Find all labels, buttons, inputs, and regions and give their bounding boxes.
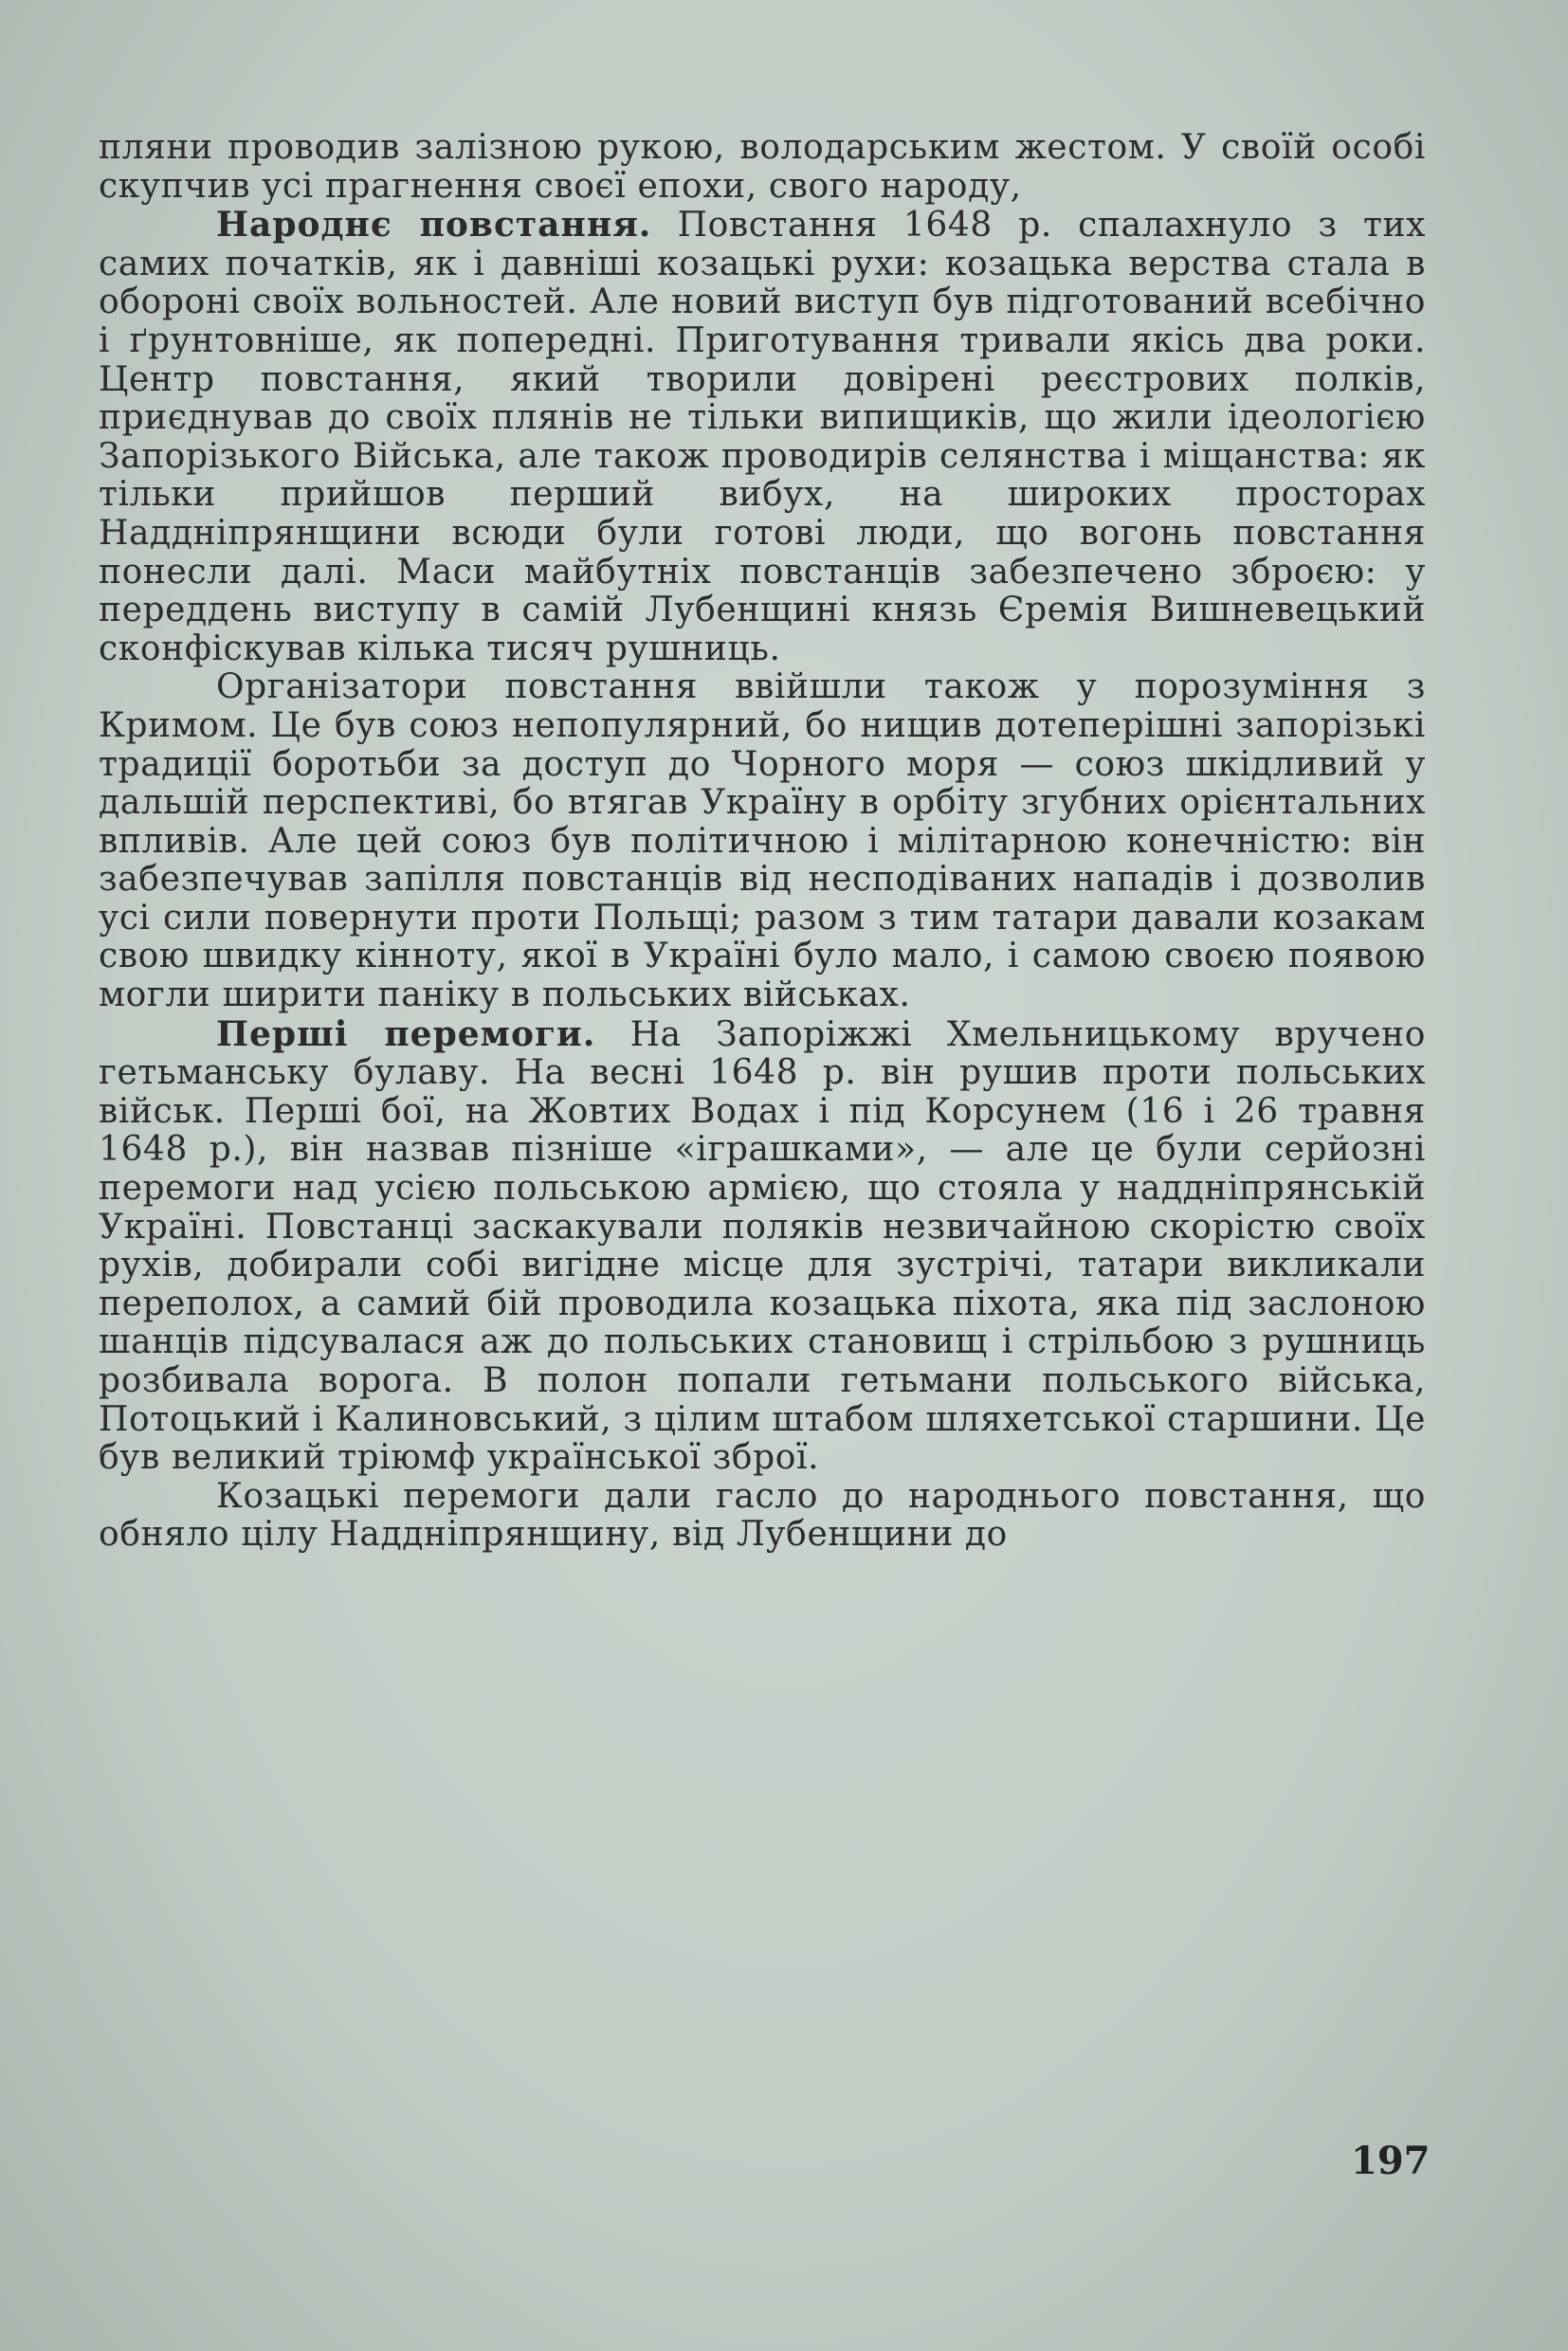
- page-number: 197: [1351, 2139, 1431, 2183]
- paragraph-crimea-alliance: [99, 668, 1426, 1014]
- body-text: [99, 129, 1426, 1555]
- paragraph-text: На Запоріжжі Хмельницькому вручено гетьманську булаву. На весні 1648 р. він рушив проти польських військ. Перші бої, на Жовтих Водах і під Корсунем (16 і 26 травня 1648 р.), він назвав пізніше «іграшками», — але це були серйозні перемоги над усією польською армією, що стояла у наддніпрянській Україні. Повстанці заскакували поляків незвичайною скорістю своїх рухів, добирали собі вигідне місце для зустрічі, татари викликали переполох, а самий бій проводила козацька піхота, яка під заслоною шанців підсувалася аж до польських становищ і стрільбою з рушниць розбивала ворога. В полон попали гетьмани польського війська, Потоцький і Калиновський, з цілим штабом шляхетської старшини. Це був великий тріюмф української зброї.: [99, 1014, 1426, 1478]
- section-heading: Народнє повстання.: [216, 205, 652, 246]
- paragraph-text: Козацькі перемоги дали гасло до народнього повстання, що обняло цілу Наддніпрянщину, від Лубенщини до: [99, 1476, 1426, 1555]
- paragraph-continuation: [99, 129, 1426, 206]
- paragraph-text: Організатори повстання ввійшли також у порозуміння з Кримом. Це був союз непопулярний, бо нищив дотеперішні запорізькі традиції боротьби за доступ до Чорного моря — союз шкідливий у дальшій перспективі, бо втягав Україну в орбіту згубних орієнтальних впливів. Але цей союз був політичною і мілітарною конечністю: він забезпечував запілля повстанців від несподіваних нападів і дозволив усі сили повернути проти Польщі; разом з тим татари давали козакам свою швидку кінноту, якої в Україні було мало, і самою своєю появою могли ширити паніку в польських військах.: [99, 667, 1426, 1015]
- paragraph-text: Повстання 1648 р. спалахнуло з тих самих початків, як і давніші козацькі рухи: козацька верства стала в обороні своїх вольностей. Але новий виступ був підготований всебічно і ґрунтовніше, як попередні. Приготування тривали якісь два роки. Центр повстання, який творили довірені реєстрових полків, приєднував до своїх плянів не тільки випищиків, що жили ідеологією Запорізького Війська, але також проводирів селянства і міщанства: як тільки прийшов перший вибух, на широких просторах Наддніпрянщини всюди були готові люди, що вогонь повстання понесли далі. Маси майбутніх повстанців забезпечено зброєю: у переддень виступу в самій Лубенщині князь Єремія Вишневецький сконфіскував кілька тисяч рушниць.: [99, 206, 1426, 668]
- paragraph-uprising: [99, 206, 1426, 668]
- section-heading: Перші перемоги.: [216, 1013, 596, 1054]
- paragraph-text: пляни проводив залізною рукою, володарським жестом. У своїй особі скупчив усі прагнення своєї епохи, свого народу,: [99, 128, 1426, 206]
- paragraph-first-victories: [99, 1015, 1426, 1478]
- paragraph-popular-uprising: [99, 1478, 1426, 1555]
